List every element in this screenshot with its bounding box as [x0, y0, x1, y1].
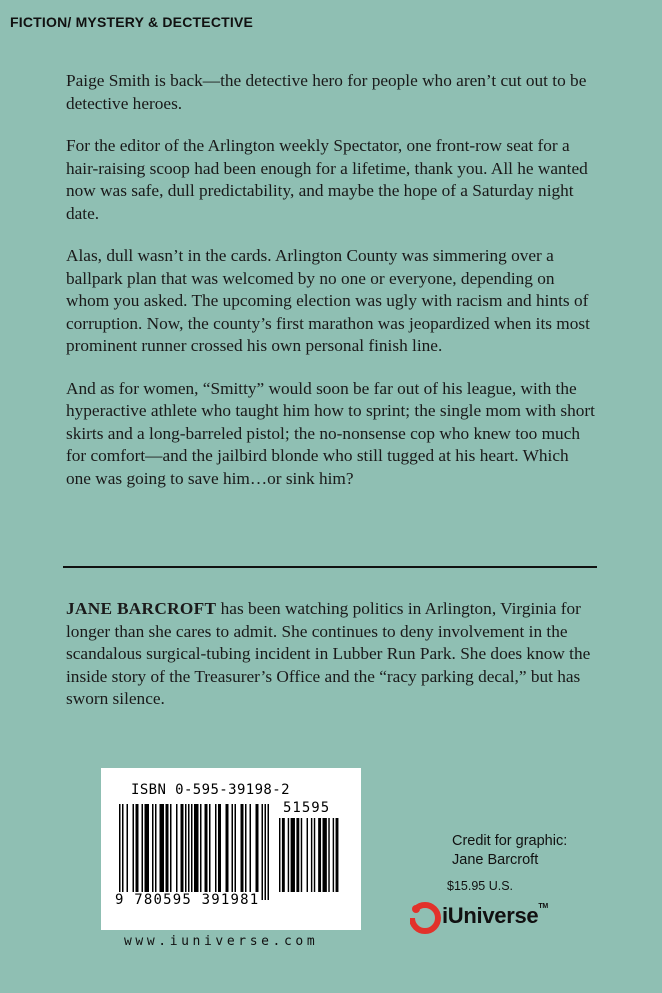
blurb	[66, 70, 596, 510]
author-name: JANE BARCROFT	[66, 599, 217, 618]
graphic-credit	[452, 832, 567, 870]
ean-barcode	[119, 804, 269, 902]
author-bio-text: has been watching politics in Arlington, Virginia for longer than she cares to admit. She continues to deny involvement in the scandalous surgical-tubing incident in Lubber Run Park. She does know the inside story of the Treasurer’s Office and the “racy parking decal,” but has sworn silence.	[66, 599, 591, 708]
publisher-logo	[410, 900, 570, 936]
iuniverse-logo-icon	[410, 900, 442, 936]
ean-digits: 9 780595 391981	[115, 892, 260, 908]
credit-label: Credit for graphic:	[452, 833, 568, 849]
blurb-paragraph: For the editor of the Arlington weekly Spectator, one front-row seat for a hair-raising scoop had been enough for a lifetime, thank you. All he wanted now was safe, dull predictability, and maybe the hope of a Saturday night date.	[66, 136, 588, 223]
price-barcode	[279, 818, 345, 898]
price-code-text: 51595	[283, 800, 331, 816]
isbn-text: ISBN 0-595-39198-2	[131, 782, 290, 798]
barcode-box	[101, 768, 361, 930]
divider	[63, 566, 597, 568]
blurb-paragraph: Alas, dull wasn’t in the cards. Arlington County was simmering over a ballpark plan that was welcomed by no one or everyone, depending on whom you asked. The upcoming election was ugly with racism and hints of corruption. Now, the county’s first marathon was jeopardized when its most prominent runner crossed his own personal finish line.	[66, 246, 590, 355]
blurb-paragraph: And as for women, “Smitty” would soon be far out of his league, with the hyperactive athlete who taught him how to sprint; the single mom with short skirts and a long-barreled pistol; the no-nonsense cop who knew too much for comfort—and the jailbird blonde who still tugged at his heart. Which one was going to save him…or sink him?	[66, 378, 595, 488]
blurb-paragraph: Paige Smith is back—the detective hero for people who aren’t cut out to be detective heroes.	[66, 71, 587, 113]
website-url: www.iuniverse.com	[124, 934, 319, 949]
publisher-name	[442, 903, 548, 929]
trademark: TM	[538, 903, 548, 910]
genre-label: FICTION/ MYSTERY & DECTECTIVE	[10, 14, 254, 30]
credit-name: Jane Barcroft	[452, 852, 539, 868]
publisher-wordmark: iUniverse	[442, 903, 539, 928]
author-bio	[66, 598, 596, 711]
price-label: $15.95 U.S.	[447, 879, 514, 893]
